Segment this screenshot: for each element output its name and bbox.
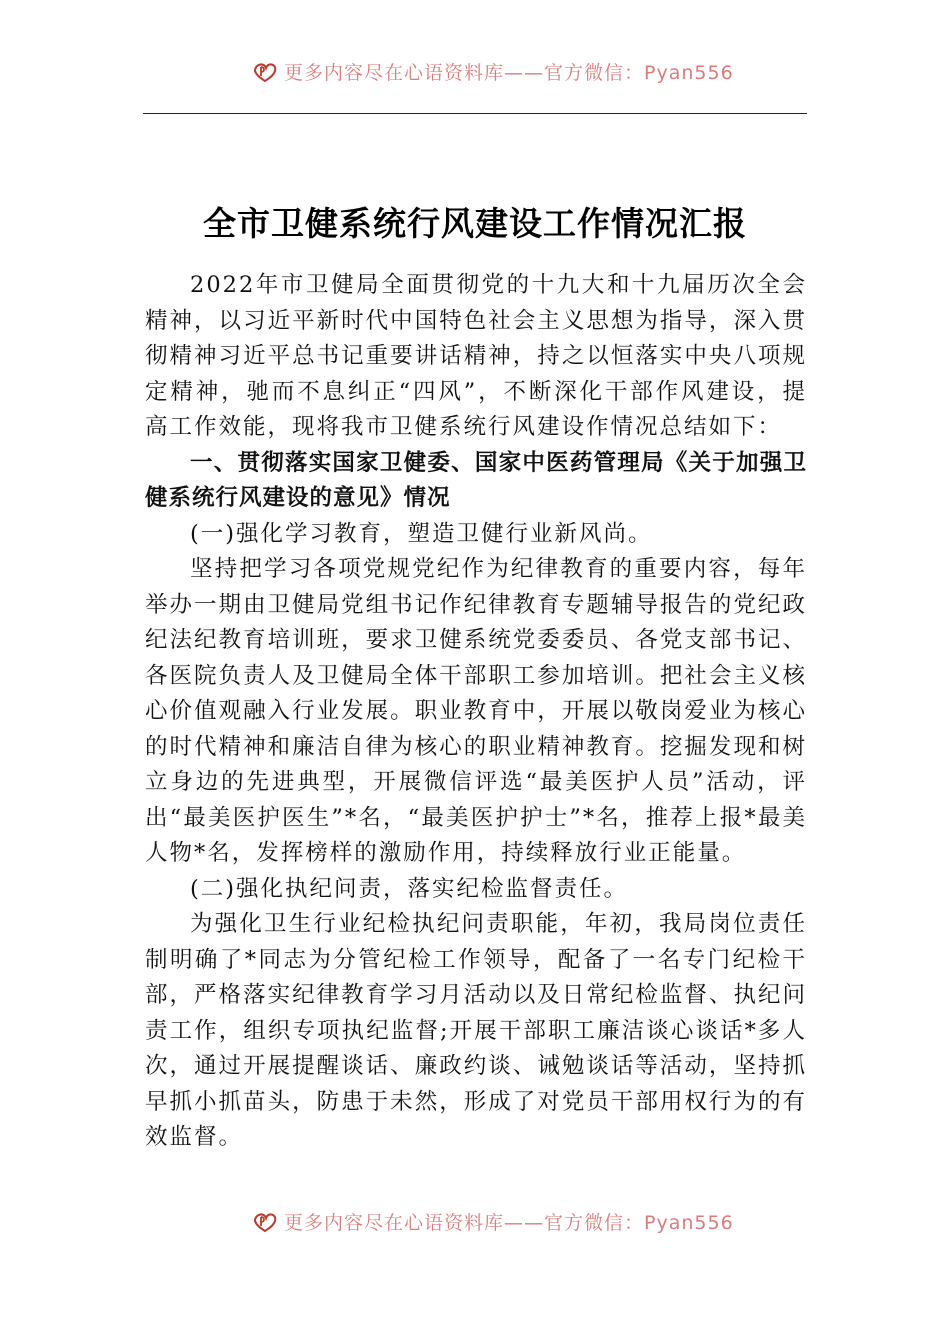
watermark-text: 更多内容尽在心语资料库——官方微信：Pyan556 (284, 61, 734, 84)
subsection-1-body: 坚持把学习各项党规党纪作为纪律教育的重要内容，每年举办一期由卫健局党组书记作纪律教育专题辅导报告的党纪政纪法纪教育培训班，要求卫健系统党委委员、各党支部书记、各医院负责人及卫健局全体干部职工参加培训。把社会主义核心价值观融入行业发展。职业教育中，开展以敬岗爱业为核心的时代精神和廉洁自律为核心的职业精神教育。挖掘发现和树立身边的先进典型，开展微信评选“最美医护人员”活动，评出“最美医护医生”*名，“最美医护护士”*名，推荐上报*最美人物*名，发挥榜样的激励作用，持续释放行业正能量。 (145, 556, 807, 866)
section-1-heading: 一、贯彻落实国家卫健委、国家中医药管理局《关于加强卫健系统行风建设的意见》情况 (145, 449, 807, 511)
logo-icon (252, 60, 278, 82)
subsection-1-heading: (一)强化学习教育，塑造卫健行业新风尚。 (190, 520, 653, 547)
watermark-top (0, 56, 950, 86)
document-body (145, 268, 807, 1156)
intro-paragraph: 2022年市卫健局全面贯彻党的十九大和十九届历次全会精神，以习近平新时代中国特色社会主义思想为指导，深入贯彻精神习近平总书记重要讲话精神，持之以恒落实中央八项规定精神，驰而不息纠正“四风”，不断深化干部作风建设，提高工作效能，现将我市卫健系统行风建设作情况总结如下： (145, 272, 807, 440)
logo-icon (252, 1210, 278, 1232)
subsection-2-heading: (二)强化执纪问责，落实纪检监督责任。 (190, 875, 629, 902)
document-title: 全市卫健系统行风建设工作情况汇报 (203, 204, 747, 244)
watermark-text: 更多内容尽在心语资料库——官方微信：Pyan556 (284, 1211, 734, 1234)
watermark-bottom (0, 1206, 950, 1236)
subsection-2-body: 为强化卫生行业纪检执纪问责职能，年初，我局岗位责任制明确了*同志为分管纪检工作领导，配备了一名专门纪检干部，严格落实纪律教育学习月活动以及日常纪检监督、执纪问责工作，组织专项执纪监督;开展干部职工廉洁谈心谈话*多人次，通过开展提醒谈话、廉政约谈、诫勉谈话等活动，坚持抓早抓小抓苗头，防患于未然，形成了对党员干部用权行为的有效监督。 (145, 911, 807, 1150)
header-rule (143, 113, 807, 114)
